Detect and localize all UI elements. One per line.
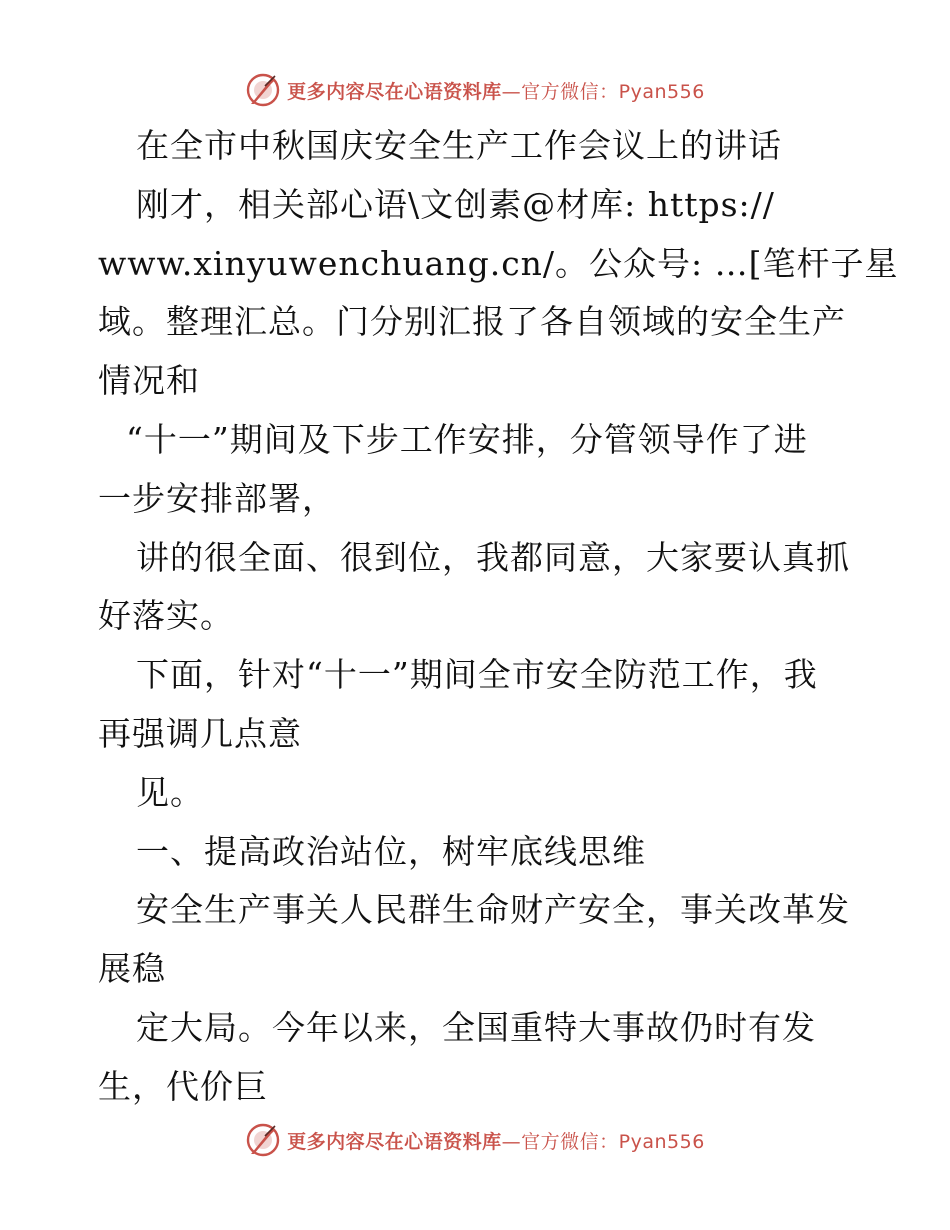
section-heading: 一、提高政治站位，树牢底线思维 (136, 831, 646, 871)
paragraph-line: 下面，针对“十一”期间全市安全防范工作，我 (136, 655, 818, 695)
footer-watermark-banner (0, 1118, 950, 1162)
paragraph-line: www.xinyuwenchuang.cn/。公众号: …[笔杆子星 (98, 243, 899, 283)
paragraph-line: 再强调几点意 (98, 713, 302, 753)
document-title: 在全市中秋国庆安全生产工作会议上的讲话 (136, 126, 782, 165)
paragraph-line: 域。整理汇总。门分别汇报了各自领域的安全生产 (98, 302, 846, 342)
watermark-wechat-text: 官方微信：Pyan556 (521, 1130, 705, 1153)
paragraph-line: 好落实。 (98, 596, 234, 636)
paragraph-line: 讲的很全面、很到位，我都同意，大家要认真抓 (136, 537, 850, 577)
document-body (98, 117, 899, 1117)
paragraph-line: 见。 (136, 772, 204, 812)
header-watermark-banner (0, 68, 950, 112)
paragraph-line: 一步安排部署， (98, 478, 336, 518)
paragraph-line: 生，代价巨 (98, 1066, 268, 1106)
watermark-main-text: 更多内容尽在心语资料库 (287, 80, 502, 103)
watermark-text (287, 77, 705, 104)
paragraph-line: 刚才，相关部心语\文创素@材库: https:// (136, 184, 775, 224)
paragraph-line: 安全生产事关人民群生命财产安全，事关改革发 (136, 890, 850, 930)
watermark-separator: — (501, 1130, 522, 1153)
paragraph-line: 定大局。今年以来，全国重特大事故仍时有发 (136, 1007, 816, 1047)
paragraph-line: “十一”期间及下步工作安排，分管领导作了进 (126, 419, 808, 459)
paragraph-line: 展稳 (98, 949, 166, 989)
watermark-wechat-text: 官方微信：Pyan556 (521, 80, 705, 103)
watermark-main-text: 更多内容尽在心语资料库 (287, 1130, 502, 1153)
watermark-text (287, 1127, 705, 1154)
watermark-separator: — (501, 80, 522, 103)
quill-in-circle-logo (245, 72, 281, 108)
paragraph-line: 情况和 (98, 361, 200, 401)
quill-in-circle-logo (245, 1122, 281, 1158)
